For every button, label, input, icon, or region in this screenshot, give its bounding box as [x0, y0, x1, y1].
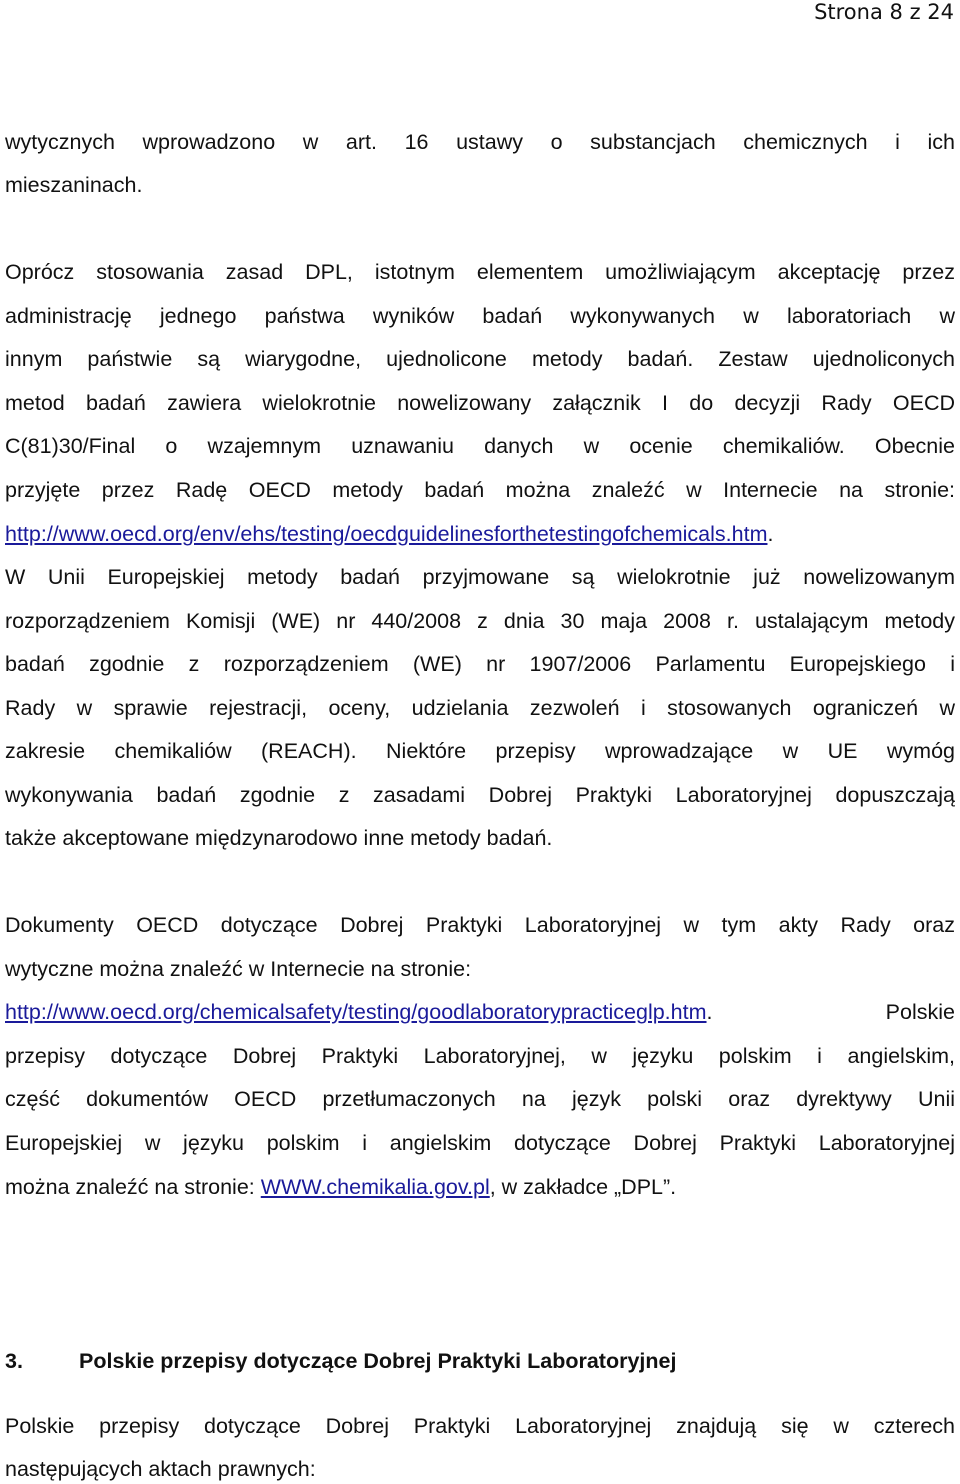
section-title: Polskie przepisy dotyczące Dobrej Praktyki Laboratoryjnej	[79, 1349, 677, 1373]
text-line: Dokumenty OECD dotyczące Dobrej Praktyki Laboratoryjnej w tym akty Rady oraz	[5, 913, 955, 937]
text-line: wytycznych wprowadzono w art. 16 ustawy o substancjach chemicznych i ich	[5, 130, 955, 154]
text-line: także akceptowane międzynarodowo inne metody badań.	[5, 826, 553, 850]
text-line: następujących aktach prawnych:	[5, 1457, 316, 1481]
text-line: C(81)30/Final o wzajemnym uznawaniu danych w ocenie chemikaliów. Obecnie	[5, 434, 955, 458]
text-line: można znaleźć na stronie: WWW.chemikalia.gov.pl, w zakładce „DPL”.	[5, 1175, 677, 1199]
text-line: administrację jednego państwa wyników badań wykonywanych w laboratoriach w	[5, 304, 955, 328]
section-heading	[5, 1348, 955, 1374]
text-line: Polskie przepisy dotyczące Dobrej Praktyki Laboratoryjnej znajdują się w czterech	[5, 1414, 955, 1438]
text-line: badań zgodnie z rozporządzeniem (WE) nr 1907/2006 Parlamentu Europejskiego i	[5, 652, 955, 676]
text-line: W Unii Europejskiej metody badań przyjmowane są wielokrotnie już nowelizowanym	[5, 565, 955, 589]
text-line: część dokumentów OECD przetłumaczonych na język polski oraz dyrektywy Unii	[5, 1087, 955, 1111]
text-line: innym państwie są wiarygodne, ujednolicone metody badań. Zestaw ujednoliconych	[5, 347, 955, 371]
text-line: Rady w sprawie rejestracji, oceny, udzielania zezwoleń i stosowanych ograniczeń w	[5, 696, 955, 720]
text-line: http://www.oecd.org/chemicalsafety/testing/goodlaboratorypracticeglp.htm. Polskie	[5, 1000, 955, 1024]
page-number: Strona 8 z 24	[814, 0, 954, 24]
text-line: mieszaninach.	[5, 173, 143, 197]
text-line: rozporządzeniem Komisji (WE) nr 440/2008 z dnia 30 maja 2008 r. ustalającym metody	[5, 609, 955, 633]
oecd-glp-link[interactable]: http://www.oecd.org/chemicalsafety/testing/goodlaboratorypracticeglp.htm	[5, 1000, 707, 1024]
text-line: zakresie chemikaliów (REACH). Niektóre przepisy wprowadzające w UE wymóg	[5, 739, 955, 763]
section-number: 3.	[5, 1349, 23, 1373]
text-line: wykonywania badań zgodnie z zasadami Dobrej Praktyki Laboratoryjnej dopuszczają	[5, 783, 955, 807]
chemikalia-link[interactable]: WWW.chemikalia.gov.pl	[260, 1175, 490, 1199]
text-line: Oprócz stosowania zasad DPL, istotnym elementem umożliwiającym akceptację przez	[5, 260, 955, 284]
text-line: przyjęte przez Radę OECD metody badań można znaleźć w Internecie na stronie:	[5, 478, 955, 502]
text-line: wytyczne można znaleźć w Internecie na stronie:	[5, 957, 472, 981]
text-line: przepisy dotyczące Dobrej Praktyki Laboratoryjnej, w języku polskim i angielskim,	[5, 1044, 955, 1068]
text-line: metod badań zawiera wielokrotnie nowelizowany załącznik I do decyzji Rady OECD	[5, 391, 955, 415]
text-line: http://www.oecd.org/env/ehs/testing/oecdguidelinesforthetestingofchemicals.htm.	[5, 522, 774, 546]
text-line: Europejskiej w języku polskim i angielskim dotyczące Dobrej Praktyki Laboratoryjnej	[5, 1131, 955, 1155]
oecd-guidelines-link[interactable]: http://www.oecd.org/env/ehs/testing/oecdguidelinesforthetestingofchemicals.htm	[5, 522, 768, 546]
